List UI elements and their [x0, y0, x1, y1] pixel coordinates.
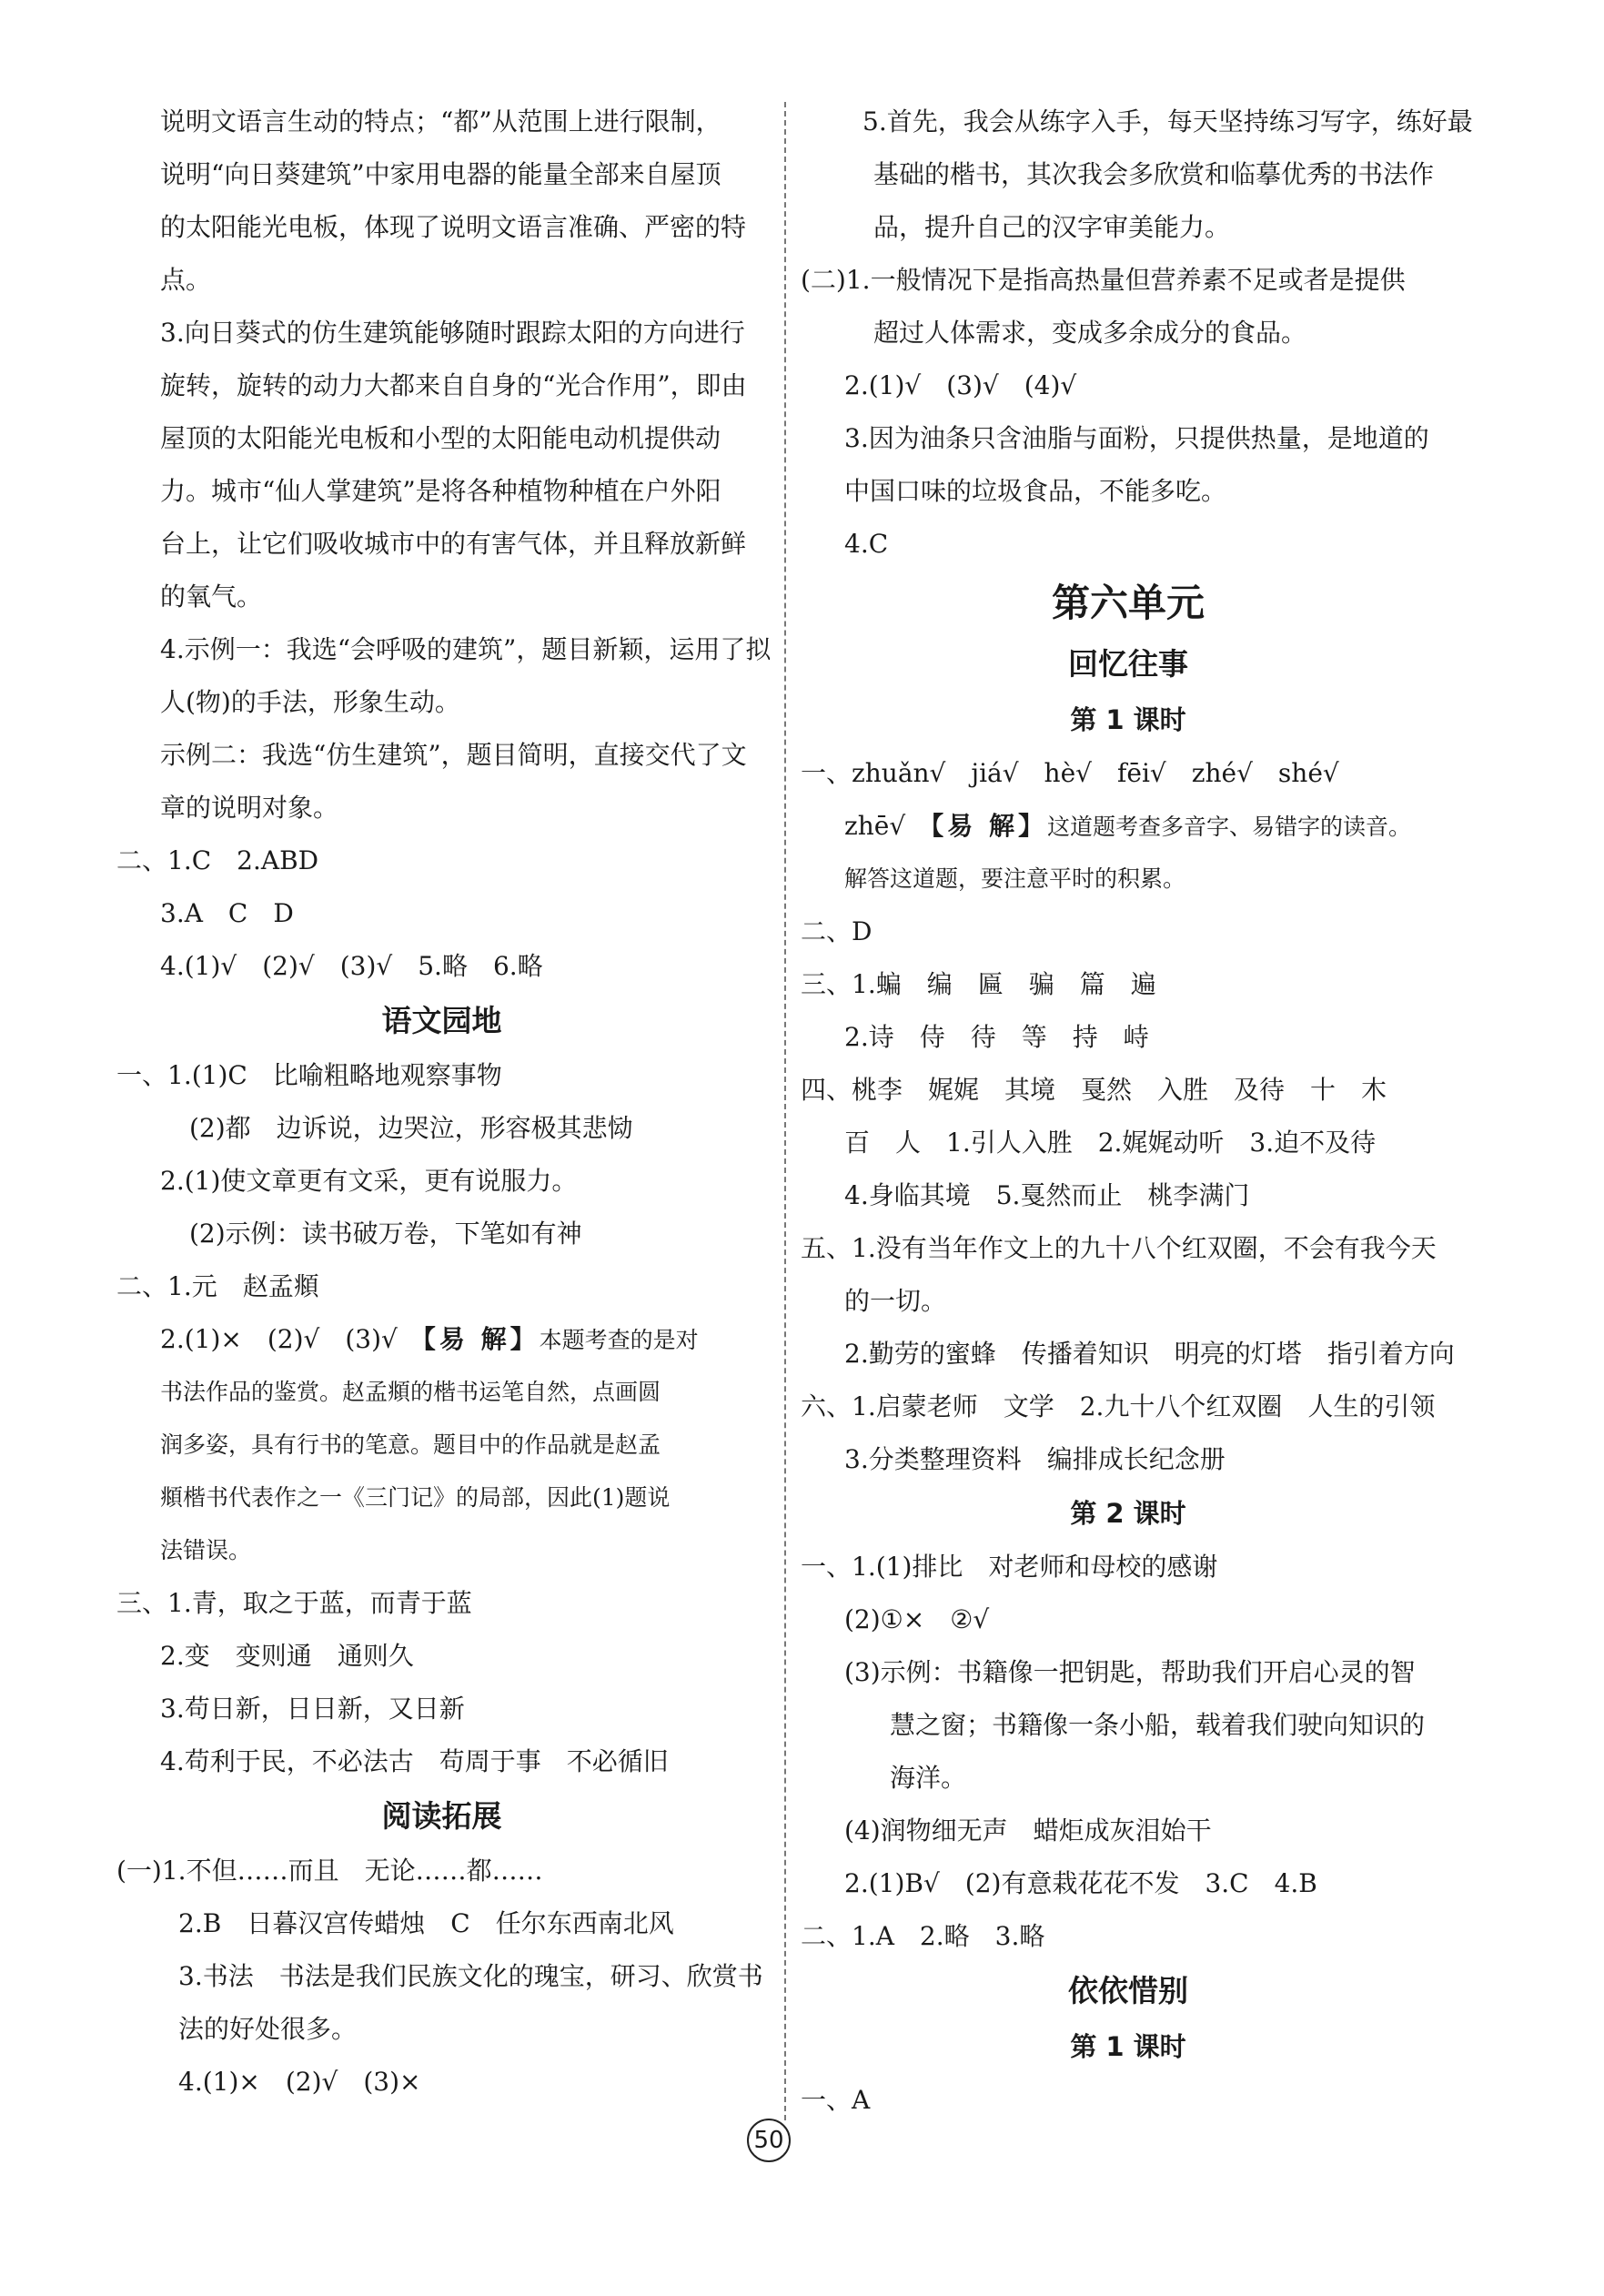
text-line: 示例二：我选“仿生建筑”，题目简明，直接交代了文: [160, 740, 747, 770]
unit-title: 第六单元: [1051, 581, 1205, 625]
text-line: 5.首先，我会从练字入手，每天坚持练习写字，练好最: [863, 106, 1473, 137]
text-line: 4.身临其境 5.戛然而止 桃李满门: [844, 1180, 1250, 1210]
text-line: 4.苟利于民，不必法古 苟周于事 不必循旧: [160, 1746, 669, 1776]
text-line: 力。城市“仙人掌建筑”是将各种植物种植在户外阳: [160, 476, 721, 506]
text-line: 海洋。: [890, 1763, 967, 1793]
explanation-line: 书法作品的鉴赏。赵孟頫的楷书运笔自然，点画圆: [160, 1379, 661, 1405]
text-line: 五、1.没有当年作文上的九十八个红双圈，不会有我今天: [801, 1233, 1437, 1263]
text-line: (4)润物细无声 蜡炬成灰泪始干: [844, 1816, 1212, 1846]
text-line: 旋转，旋转的动力大都来自自身的“光合作用”，即由: [160, 370, 747, 400]
text-line: 3.因为油条只含油脂与面粉，只提供热量，是地道的: [844, 423, 1429, 453]
text-line: 一、zhuǎn√ jiá√ hè√ fēi√ zhé√ shé√: [801, 758, 1339, 788]
text-line: 4.C: [844, 529, 889, 559]
explanation-text: 这道题考查多音字、易错字的读音。: [1046, 814, 1411, 840]
text-line: 的太阳能光电板，体现了说明文语言准确、严密的特: [160, 212, 747, 242]
text-line: 三、1.蝙 编 匾 骗 篇 遍: [801, 969, 1156, 999]
text-line: 法的好处很多。: [178, 2014, 358, 2044]
column-divider: [784, 102, 786, 2120]
text-line: 4.(1)× (2)√ (3)×: [178, 2067, 421, 2097]
text-line: 百 人 1.引人入胜 2.娓娓动听 3.迫不及待: [844, 1128, 1377, 1158]
text-line: 2.变 变则通 通则久: [160, 1641, 414, 1671]
text-line: 一、1.(1)C 比喻粗略地观察事物: [116, 1060, 502, 1090]
text-line: 台上，让它们吸收城市中的有害气体，并且释放新鲜: [160, 529, 747, 559]
text-line: (一)1.不但……而且 无论……都……: [116, 1856, 543, 1886]
right-column: [801, 96, 1473, 2127]
text-line: 二、1.C 2.ABD: [116, 845, 319, 875]
text-line: 慧之窗；书籍像一条小船，载着我们驶向知识的: [890, 1710, 1426, 1740]
page-number: 50: [747, 2119, 791, 2162]
text-line: (2)①× ②√: [844, 1604, 990, 1634]
left-column: [116, 96, 772, 2109]
text-line-with-note: [801, 800, 1456, 853]
text-line: 基础的楷书，其次我会多欣赏和临摹优秀的书法作: [873, 159, 1435, 189]
text-line: 3.分类整理资料 编排成长纪念册: [844, 1444, 1226, 1474]
text-line: 品，提升自己的汉字审美能力。: [873, 212, 1231, 242]
text-line: 屋顶的太阳能光电板和小型的太阳能电动机提供动: [160, 423, 721, 453]
text-line: 2.(1)√ (3)√ (4)√: [844, 370, 1077, 400]
text-line: 3.苟日新，日日新，又日新: [160, 1694, 465, 1724]
answer-text: 2.(1)× (2)√ (3)√: [160, 1324, 423, 1354]
explanation-line: 润多姿，具有行书的笔意。题目中的作品就是赵孟: [160, 1431, 661, 1458]
lesson-heading: 第 2 课时: [1070, 1498, 1186, 1529]
easy-explanation-tag: 【易 解】: [422, 1324, 540, 1354]
text-line: 二、1.A 2.略 3.略: [801, 1921, 1045, 1951]
text-line: 一、A: [801, 2085, 871, 2115]
text-line: 超过人体需求，变成多余成分的食品。: [873, 318, 1307, 348]
text-line: 4.示例一：我选“会呼吸的建筑”，题目新颖，运用了拟: [160, 634, 772, 664]
section-heading-yuwen-yuandi: 语文园地: [381, 1003, 502, 1038]
text-line: 人(物)的手法，形象生动。: [160, 687, 460, 717]
text-line: 3.书法 书法是我们民族文化的瑰宝，研习、欣赏书: [178, 1961, 763, 1991]
text-line: (2)示例：读书破万卷，下笔如有神: [189, 1219, 582, 1249]
text-line: 说明文语言生动的特点；“都”从范围上进行限制，: [160, 106, 721, 137]
text-line: 2.诗 侍 待 等 持 峙: [844, 1022, 1149, 1052]
text-line: 章的说明对象。: [160, 793, 339, 823]
text-line: 4.(1)√ (2)√ (3)√ 5.略 6.略: [160, 951, 543, 981]
text-line: 2.(1)B√ (2)有意栽花花不发 3.C 4.B: [844, 1868, 1317, 1898]
explanation-line: 頫楷书代表作之一《三门记》的局部，因此(1)题说: [160, 1484, 671, 1511]
text-line-with-note: [116, 1313, 767, 1366]
text-line: 二、D: [801, 916, 873, 946]
text-line: 2.B 日暮汉宫传蜡烛 C 任尔东西南北风: [178, 1908, 674, 1938]
text-line: 3.A C D: [160, 898, 294, 928]
easy-explanation-tag: 【易 解】: [931, 811, 1047, 841]
text-line: 点。: [160, 265, 212, 295]
text-line: (2)都 边诉说，边哭泣，形容极其悲恸: [189, 1113, 633, 1143]
text-line: 三、1.青，取之于蓝，而青于蓝: [116, 1588, 472, 1618]
lesson-heading: 第 1 课时: [1070, 704, 1186, 735]
section-heading-yiyi-xibie: 依依惜别: [1068, 1973, 1188, 2008]
text-line: 六、1.启蒙老师 文学 2.九十八个红双圈 人生的引领: [801, 1391, 1436, 1421]
text-line: 2.勤劳的蜜蜂 传播着知识 明亮的灯塔 指引着方向: [844, 1339, 1455, 1369]
text-line: 3.向日葵式的仿生建筑能够随时跟踪太阳的方向进行: [160, 318, 745, 348]
text-line: 二、1.元 赵孟頫: [116, 1271, 319, 1301]
explanation-line: 解答这道题，要注意平时的积累。: [844, 865, 1186, 892]
text-line: 四、桃李 娓娓 其境 戛然 入胜 及待 十 木: [801, 1075, 1387, 1105]
text-line: 一、1.(1)排比 对老师和母校的感谢: [801, 1552, 1218, 1582]
text-line: (3)示例：书籍像一把钥匙，帮助我们开启心灵的智: [844, 1657, 1416, 1687]
text-line: 的氧气。: [160, 582, 263, 612]
explanation-line: 法错误。: [160, 1537, 252, 1563]
text-line: 的一切。: [844, 1286, 947, 1316]
section-heading-yuedu-tuozhan: 阅读拓展: [381, 1798, 502, 1834]
text-line: 中国口味的垃圾食品，不能多吃。: [844, 476, 1227, 506]
text-line: (二)1.一般情况下是指高热量但营养素不足或者是提供: [801, 265, 1406, 295]
answer-text: zhē√: [844, 811, 932, 841]
text-line: 2.(1)使文章更有文采，更有说服力。: [160, 1166, 578, 1196]
lesson-heading: 第 1 课时: [1070, 2031, 1186, 2062]
section-heading-huiyi-wangshi: 回忆往事: [1068, 646, 1188, 682]
text-line: 说明“向日葵建筑”中家用电器的能量全部来自屋顶: [160, 159, 721, 189]
explanation-text: 本题考查的是对: [539, 1327, 699, 1353]
